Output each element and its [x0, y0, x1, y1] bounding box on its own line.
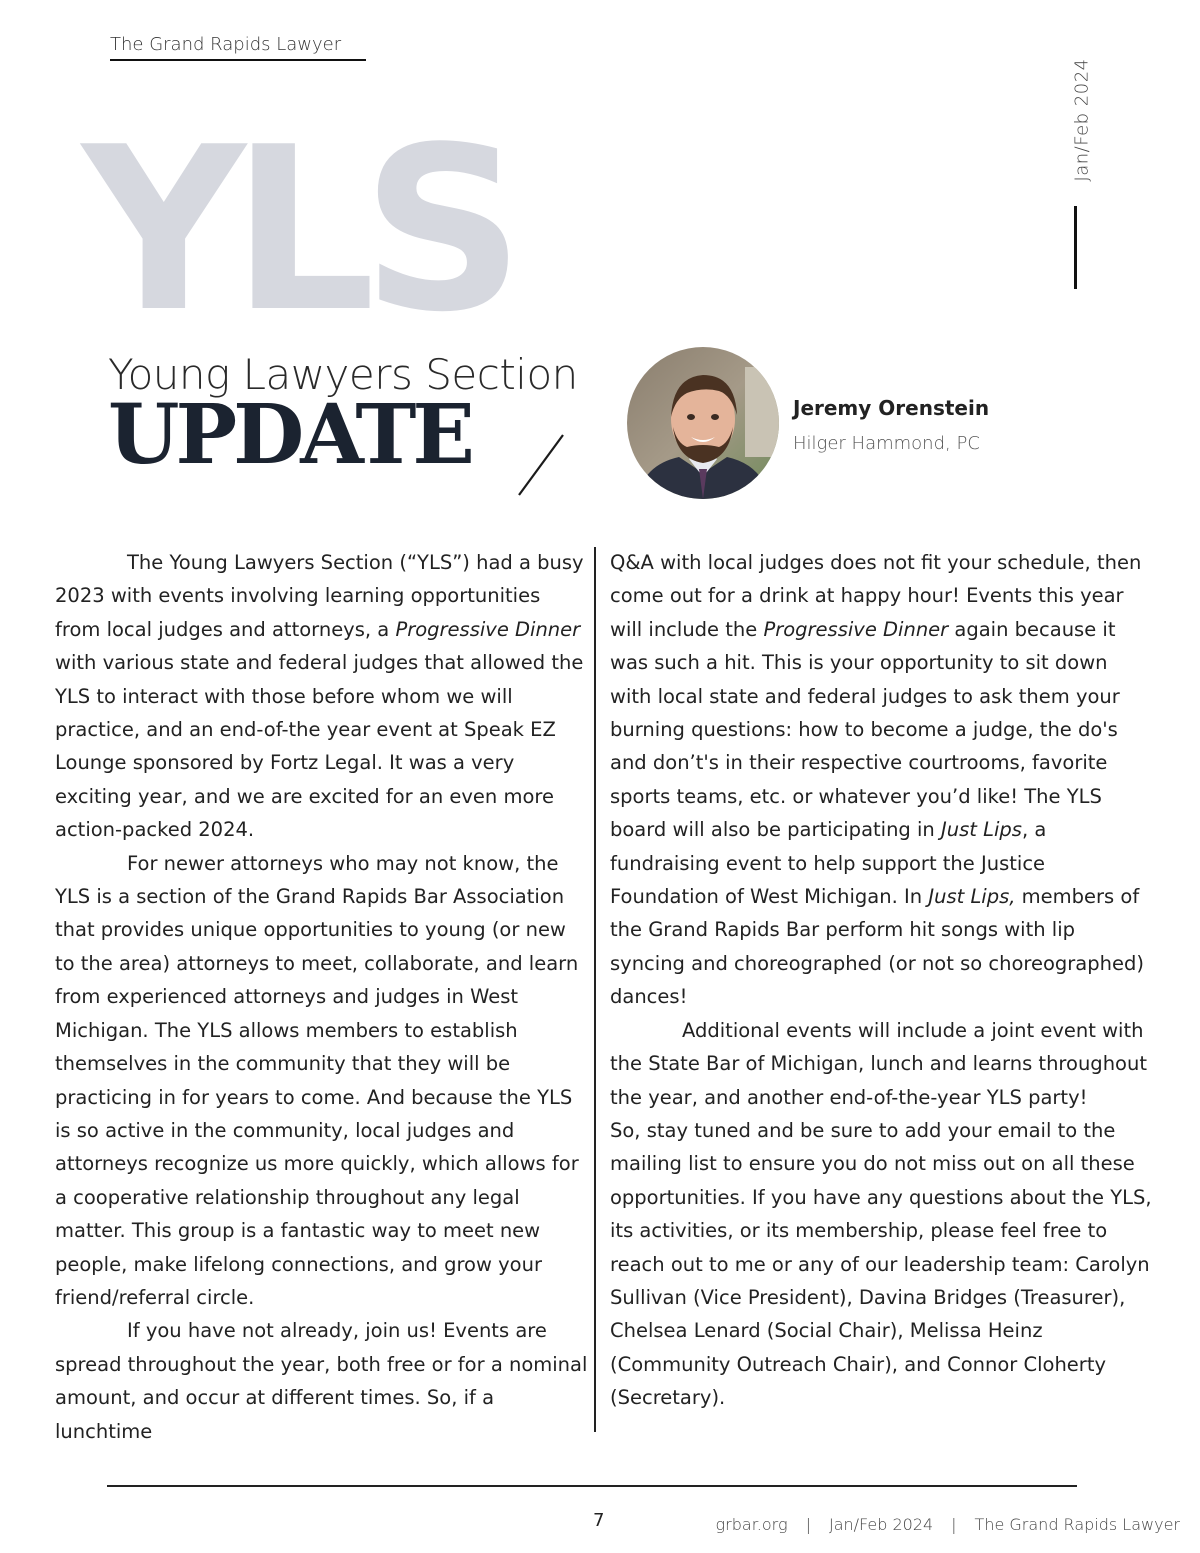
- paragraph-text: The Young Lawyers Section (“YLS”) had a busy 2023 with events involving learning opportunities from local judges and attorneys, a: [55, 551, 584, 641]
- author-photo-avatar: [627, 347, 779, 499]
- footer-separator: |: [805, 1515, 811, 1534]
- footer-separator: |: [951, 1515, 957, 1534]
- emphasis-event-name: Progressive Dinner: [395, 617, 581, 641]
- paragraph-text: , a fundraising event to help support the Justice Foundation of West Michigan. In: [610, 818, 1047, 909]
- footer-publication: The Grand Rapids Lawyer: [974, 1515, 1180, 1534]
- paragraph-text: again because it was such a hit. This is your opportunity to sit down with local state and federal judges to ask them your burning questions: how to become a judge, the do's and don’t's in their respective courtrooms, favorite sports teams, etc. or whatever you’d like! The YLS board will also be participating in: [610, 617, 1120, 842]
- emphasis-event-name: Just Lips: [941, 818, 1022, 842]
- column-divider: [594, 547, 596, 1432]
- emphasis-event-name: Progressive Dinner: [763, 617, 949, 641]
- footer-issue: Jan/Feb 2024: [828, 1515, 934, 1534]
- footer-info: [716, 1515, 1180, 1534]
- article-column-left: [55, 546, 589, 1448]
- author-portrait-icon: [627, 347, 779, 499]
- footer-rule: [107, 1485, 1077, 1487]
- emphasis-event-name: Just Lips,: [928, 885, 1016, 909]
- footer-site-link[interactable]: grbar.org: [715, 1515, 788, 1534]
- yls-watermark-title: YLS: [82, 99, 511, 362]
- issue-date-vertical-text: Jan/Feb 2024: [1071, 58, 1093, 182]
- page-number: 7: [593, 1510, 605, 1531]
- paragraph-text: with various state and federal judges that allowed the YLS to interact with those before whom we will practice, and an end-of-the year event at Speak EZ Lounge sponsored by Fortz Legal. It was a very exciting year, and we are excited for an even more action-packed 2024.: [55, 651, 584, 842]
- article-paragraph: If you have not already, join us! Events are spread throughout the year, both free or for a nominal amount, and occur at different times. So, if a lunchtime: [55, 1319, 588, 1443]
- article-paragraph: Additional events will include a joint event with the State Bar of Michigan, lunch and learns throughout the year, and another end-of-the-year YLS party!: [610, 1018, 1147, 1109]
- author-firm: Hilger Hammond, PC: [793, 433, 980, 454]
- publication-name: The Grand Rapids Lawyer: [110, 34, 342, 55]
- paragraph-text: Q&A with local judges does not fit your schedule, then come out for a drink at happy hour! Events this year will include the: [610, 551, 1142, 641]
- paragraph-text: members of the Grand Rapids Bar perform hit songs with lip syncing and choreographed (or not so choreographed) dances!: [610, 885, 1144, 1009]
- article-paragraph: For newer attorneys who may not know, the YLS is a section of the Grand Rapids Bar Association that provides unique opportunities to young (or new to the area) attorneys to meet, collaborate, and learn from experienced attorneys and judges in West Michigan. The YLS allows members to establish themselves in the community that they will be practicing in for years to come. And because the YLS is so active in the community, local judges and attorneys recognize us more quickly, which allows for a cooperative relationship throughout any legal matter. This group is a fantastic way to meet new people, make lifelong connections, and grow your friend/referral circle.: [55, 851, 579, 1309]
- article-paragraph: So, stay tuned and be sure to add your email to the mailing list to ensure you do not miss out on all these opportunities. If you have any questions about the YLS, its activities, or its membership, please feel free to reach out to me or any of our leadership team: Carolyn Sullivan (Vice President), Davina Bridges (Treasurer), Chelsea Lenard (Social Chair), Melissa Heinz (Community Outreach Chair), and Connor Cloherty (Secretary).: [610, 1118, 1152, 1410]
- header-underline: [110, 59, 366, 61]
- vertical-accent-line: [1074, 206, 1077, 289]
- decorative-slash-icon: [512, 432, 566, 498]
- section-title-update: UPDATE: [108, 387, 471, 483]
- issue-date-vertical: [1060, 60, 1104, 180]
- article-paragraph: [610, 546, 1155, 1014]
- article-column-right: [610, 546, 1155, 1415]
- section-subtitle: Young Lawyers Section: [108, 350, 578, 399]
- author-name: Jeremy Orenstein: [793, 396, 990, 420]
- article-paragraph: [55, 546, 589, 847]
